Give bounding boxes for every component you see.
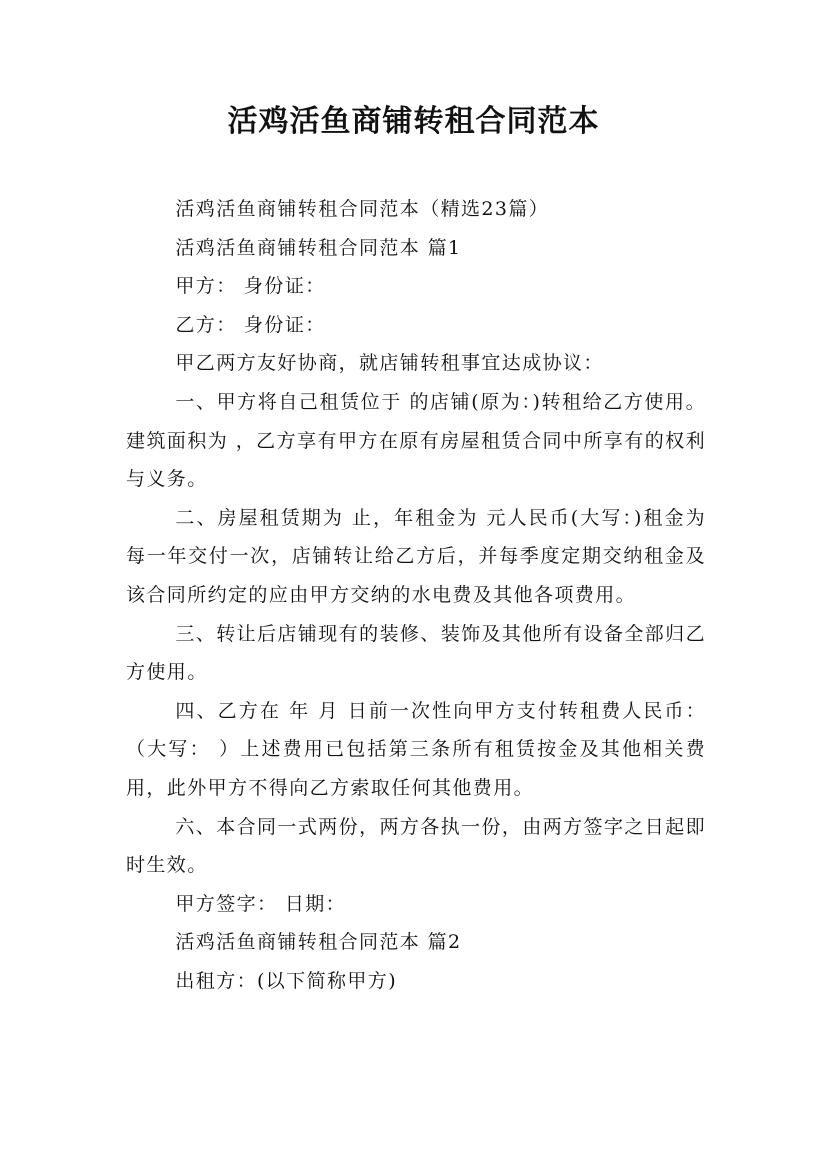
paragraph-clause-1: 一、甲方将自己租赁位于 的店铺(原为：)转租给乙方使用。建筑面积为 ，乙方享有甲方在原有房屋租赁合同中所享有的权利与义务。 (126, 390, 706, 491)
paragraph-party-b: 乙方： 身份证： (175, 313, 326, 336)
paragraph-signature: 甲方签字： 日期： (175, 892, 347, 915)
paragraph-lessor: 出租方：(以下简称甲方) (175, 969, 398, 992)
paragraph-heading-article-1: 活鸡活鱼商铺转租合同范本 篇1 (175, 236, 462, 259)
paragraph-clause-4: 四、乙方在 年 月 日前一次性向甲方支付转租费人民币：（大写： ）上述费用已包括第三条所有租赁按金及其他相关费用，此外甲方不得向乙方索取任何其他费用。 (126, 699, 706, 799)
paragraph-party-a: 甲方： 身份证： (175, 275, 326, 298)
paragraph-clause-3: 三、转让后店铺现有的装修、装饰及其他所有设备全部归乙方使用。 (126, 622, 706, 684)
document-body (126, 190, 706, 1000)
document-title: 活鸡活鱼商铺转租合同范本 (227, 104, 600, 139)
paragraph-heading-article-2: 活鸡活鱼商铺转租合同范本 篇2 (175, 931, 462, 954)
paragraph-clause-6: 六、本合同一式两份，两方各执一份，由两方签字之日起即时生效。 (126, 815, 706, 877)
paragraph-heading-collection: 活鸡活鱼商铺转租合同范本（精选23篇） (175, 198, 550, 220)
paragraph-clause-2: 二、房屋租赁期为 止，年租金为 元人民币(大写：)租金为每一年交付一次，店铺转让给乙方后，并每季度定期交纳租金及该合同所约定的应由甲方交纳的水电费及其他各项费用。 (126, 506, 706, 606)
paragraph-agreement-intro: 甲乙两方友好协商，就店铺转租事宜达成协议： (175, 352, 604, 375)
